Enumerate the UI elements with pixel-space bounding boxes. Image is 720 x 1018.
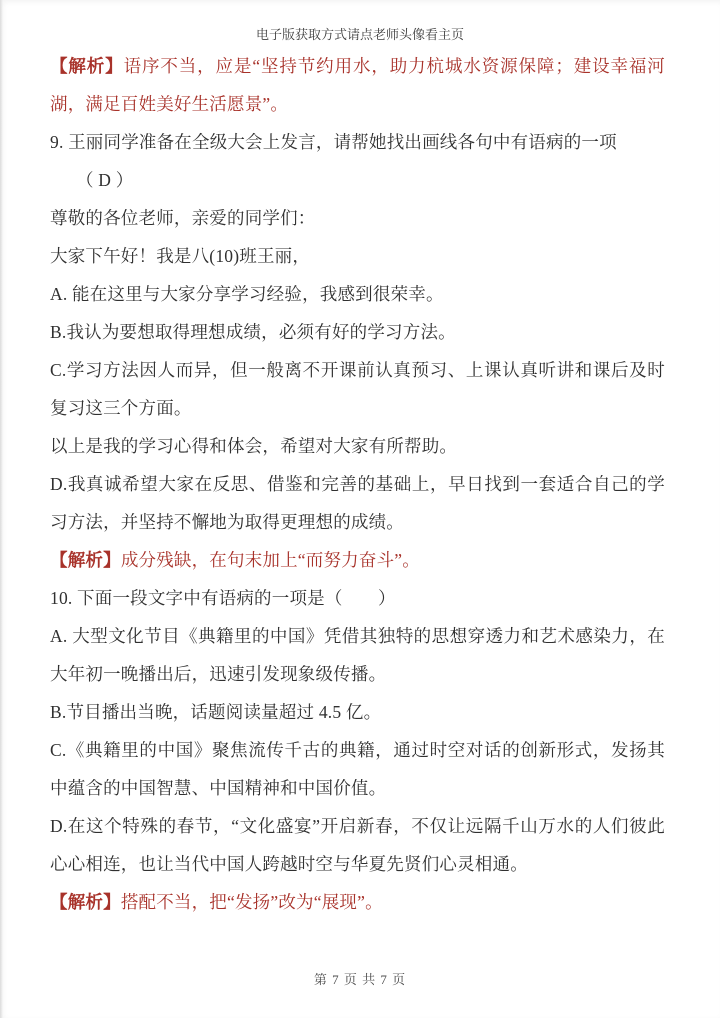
question-10-option-b: B.节目播出当晚，话题阅读量超过 4.5 亿。: [50, 702, 382, 722]
header-note: 电子版获取方式请点老师头像看主页: [255, 27, 464, 42]
analysis-block-top: [50, 47, 665, 123]
page-edge-shadow: [0, 0, 3, 1018]
question-9-answer-mark: （ D ）: [76, 170, 134, 190]
page-number: 第 7 页 共 7 页: [313, 972, 407, 987]
analysis-block-q10: [50, 883, 665, 921]
analysis-text: 成分残缺，在句末加上“而努力奋斗”。: [120, 550, 420, 570]
question-9-opening: 大家下午好！我是八(10)班王丽，: [50, 246, 311, 266]
analysis-text: 语序不当，应是“坚持节约用水，助力杭城水资源保障；建设幸福河湖，满足百姓美好生活愿景”。: [50, 56, 665, 114]
question-9-option-a: A. 能在这里与大家分享学习经验，我感到很荣幸。: [50, 284, 444, 304]
analysis-block-q9: [50, 541, 665, 579]
document-content: [50, 47, 665, 921]
question-9-option-c: C.学习方法因人而异，但一般离不开课前认真预习、上课认真听讲和课后及时复习这三个方面。: [50, 360, 665, 418]
question-9-option-d: D.我真诚希望大家在反思、借鉴和完善的基础上，早日找到一套适合自己的学习方法，并坚持不懈地为取得更理想的成绩。: [50, 474, 665, 532]
analysis-label: 【解析】: [50, 56, 124, 76]
question-10-option-c: C.《典籍里的中国》聚焦流传千古的典籍，通过时空对话的创新形式，发扬其中蕴含的中国智慧、中国精神和中国价值。: [50, 740, 665, 798]
question-10-option-a: A. 大型文化节目《典籍里的中国》凭借其独特的思想穿透力和艺术感染力，在大年初一晚播出后，迅速引发现象级传播。: [50, 626, 665, 684]
question-10-stem: 10. 下面一段文字中有语病的一项是（ ）: [50, 588, 396, 608]
analysis-label: 【解析】: [50, 892, 121, 912]
question-10-option-d: D.在这个特殊的春节，“文化盛宴”开启新春，不仅让远隔千山万水的人们彼此心心相连，也让当代中国人跨越时空与华夏先贤们心灵相通。: [50, 816, 665, 874]
question-9-stem: 9. 王丽同学准备在全级大会上发言，请帮她找出画线各句中有语病的一项: [50, 132, 617, 152]
question-9-closing: 以上是我的学习心得和体会，希望对大家有所帮助。: [50, 436, 458, 456]
question-9-salutation: 尊敬的各位老师，亲爱的同学们：: [50, 208, 316, 228]
question-9-option-b: B.我认为要想取得理想成绩，必须有好的学习方法。: [50, 322, 456, 342]
analysis-text: 搭配不当，把“发扬”改为“展现”。: [120, 892, 383, 912]
analysis-label: 【解析】: [50, 550, 121, 570]
